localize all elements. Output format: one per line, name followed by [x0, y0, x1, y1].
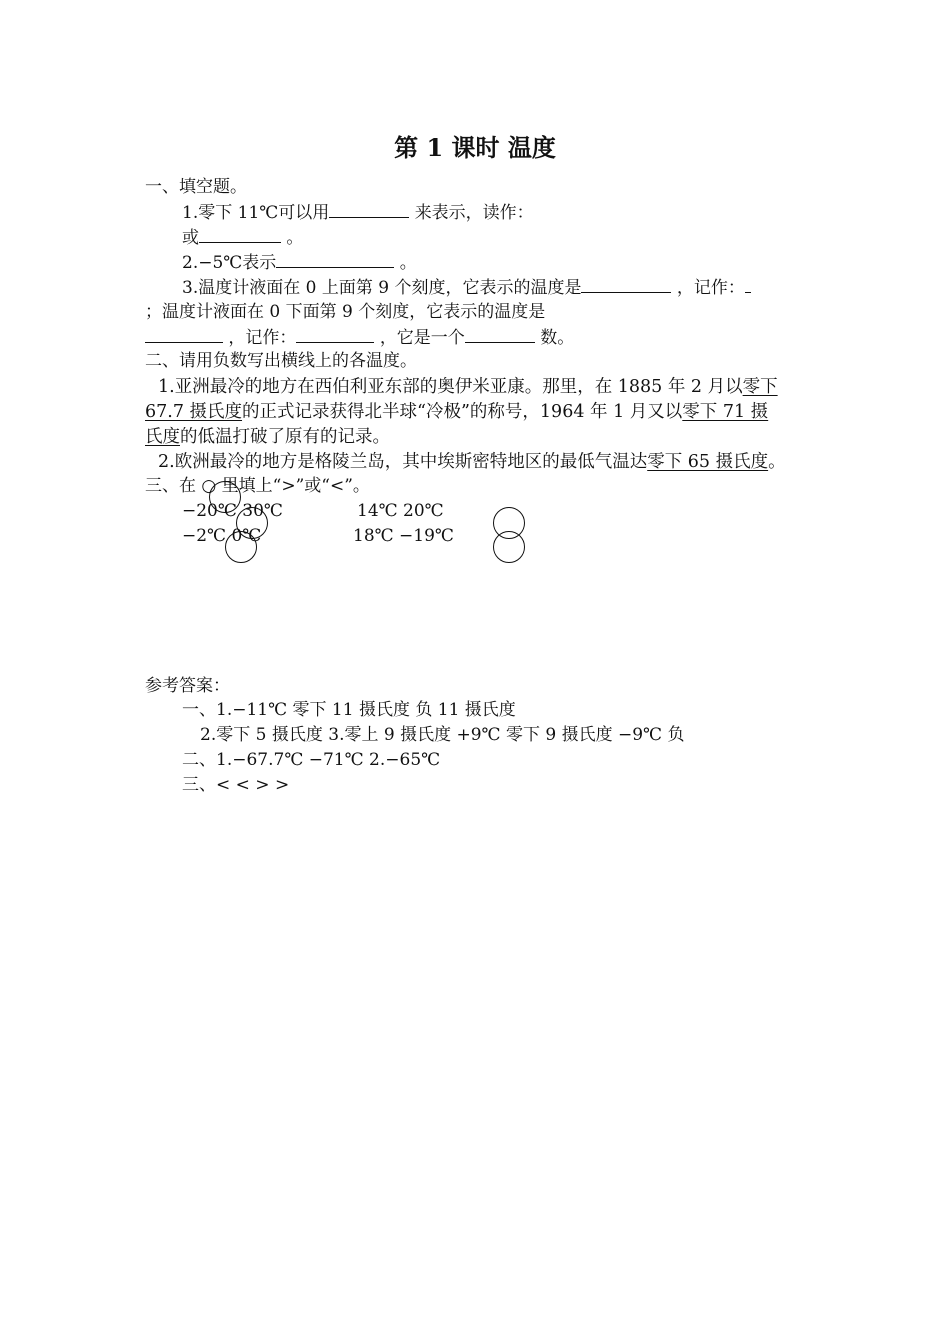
q2-blank[interactable]: [276, 251, 394, 268]
q3-blank-1[interactable]: [581, 276, 671, 293]
underlined-temperature-2b: 氏度: [145, 427, 180, 447]
passage-1-line-2: [145, 401, 768, 423]
answer-circle-4[interactable]: [493, 531, 525, 563]
answer-circle-heading: [209, 481, 241, 513]
underlined-temperature-2a: 零下 71 摄: [682, 402, 769, 422]
q3-text-e: ，它是一个: [379, 328, 465, 348]
q2-text-b: 。: [399, 253, 417, 273]
answer-line-1: 一、1.−11℃ 零下 11 摄氏度 负 11 摄氏度: [182, 700, 516, 720]
q1-text-b: 来表示，读作：: [414, 203, 534, 223]
q2-text-a: 2.−5℃表示: [182, 253, 277, 273]
compare-row-2-left: −2℃ 0℃: [182, 526, 262, 546]
question-3-line-2: ；温度计液面在 0 下面第 9 个刻度，它表示的温度是: [145, 302, 546, 322]
q1-blank-1[interactable]: [329, 201, 409, 218]
passage-1-text: 1.亚洲最冷的地方在西伯利亚东部的奥伊米亚康。那里，在 1885 年 2 月以: [158, 377, 743, 397]
passage-1-line-3: [145, 426, 390, 448]
q3-blank-3[interactable]: [145, 326, 223, 343]
answer-circle-3[interactable]: [225, 531, 257, 563]
passage-2-text: 2.欧洲最冷的地方是格陵兰岛，其中埃斯密特地区的最低气温达: [158, 452, 648, 472]
passage-1-text-2: 的正式记录获得北半球“冷极”的称号，1964 年 1 月又以: [242, 402, 683, 422]
question-1-line-1: [182, 201, 534, 224]
underlined-temperature-1b: 67.7 摄氏度: [145, 402, 243, 422]
answer-line-3: 二、1.−67.7℃ −71℃ 2.−65℃: [182, 750, 441, 770]
q3-text-d: ，记作：: [228, 328, 297, 348]
question-2-line: [182, 251, 417, 274]
answer-line-2: 2.零下 5 摄氏度 3.零上 9 摄氏度 +9℃ 零下 9 摄氏度 −9℃ 负: [200, 725, 685, 745]
underlined-temperature-3: 零下 65 摄氏度: [647, 452, 769, 472]
answers-heading: 参考答案：: [145, 676, 230, 696]
section2-heading: 二、请用负数写出横线上的各温度。: [145, 351, 417, 371]
answer-line-4: 三、< < > >: [182, 775, 290, 795]
q3-text-f: 数。: [540, 328, 575, 348]
q1-text-a: 1.零下 11℃可以用: [182, 203, 330, 223]
question-1-line-2: [182, 226, 303, 249]
q3-blank-5[interactable]: [465, 326, 535, 343]
compare-row-1-right: 14℃ 20℃: [357, 501, 444, 521]
compare-row-1-left: −20℃ 30℃: [182, 501, 283, 521]
underlined-temperature-1a: 零下: [742, 377, 778, 397]
passage-1-text-3: 的低温打破了原有的记录。: [180, 427, 390, 447]
page-title: 第 1 课时 温度: [394, 133, 556, 162]
q1-text-d: 。: [286, 228, 304, 248]
compare-row-2-right: 18℃ −19℃: [353, 526, 454, 546]
q3-blank-2[interactable]: [745, 276, 751, 293]
passage-2-line: [158, 451, 786, 473]
question-3-line-1: [182, 276, 751, 299]
q3-blank-4[interactable]: [296, 326, 374, 343]
section3-heading: 三、在 ○ 里填上“>”或“<”。: [145, 476, 370, 496]
q1-text-c: 或: [182, 228, 199, 248]
passage-2-end: 。: [768, 452, 786, 472]
question-3-line-3: [145, 326, 574, 349]
section1-heading: 一、填空题。: [145, 177, 247, 197]
q3-text-b: ，记作：: [676, 278, 745, 298]
q1-blank-2[interactable]: [199, 226, 281, 243]
q3-text-a: 3.温度计液面在 0 上面第 9 个刻度，它表示的温度是: [182, 278, 582, 298]
passage-1-line-1: [158, 376, 778, 398]
